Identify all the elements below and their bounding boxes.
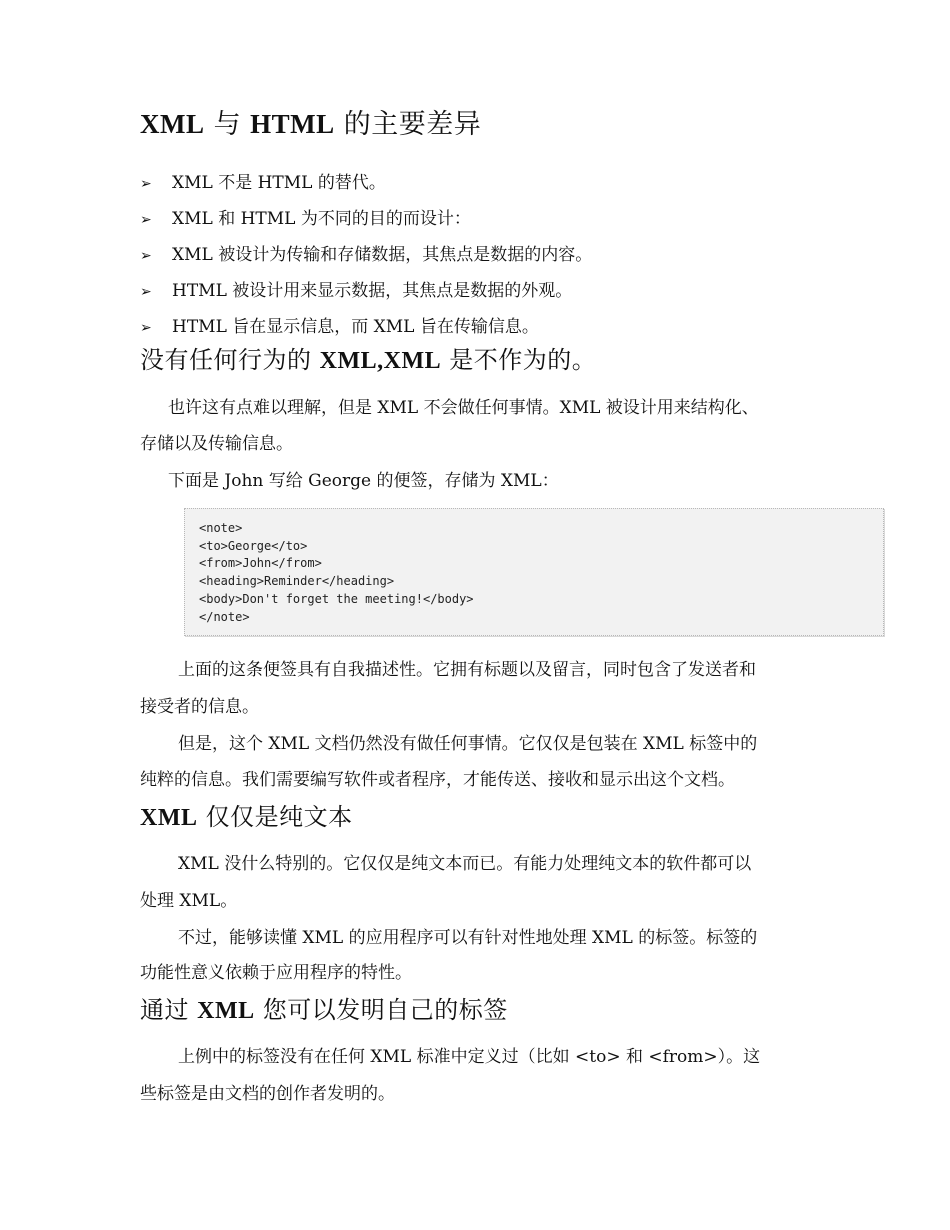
paragraph-line: 功能性意义依赖于应用程序的特性。 (140, 963, 412, 983)
heading-text: 的主要差异 (334, 109, 482, 140)
code-line: </note> (199, 610, 250, 624)
list-item-text: HTML 旨在显示信息，而 XML 旨在传输信息。 (172, 317, 539, 337)
heading-text: 没有任何行为的 (140, 346, 320, 374)
arrow-bullet-icon: ➢ (140, 212, 152, 228)
heading-term: XML (197, 998, 255, 1024)
heading-text: 您可以发明自己的标签 (254, 996, 508, 1024)
heading-text: 是不作为的。 (441, 346, 597, 374)
paragraph-line: XML 没什么特别的。它仅仅是纯文本而已。有能力处理纯文本的软件都可以 (178, 854, 752, 874)
code-line: <from>John</from> (199, 556, 322, 570)
heading-text: 仅仅是纯文本 (197, 803, 353, 831)
paragraph-line: 些标签是由文档的创作者发明的。 (140, 1084, 395, 1104)
paragraph-line: 接受者的信息。 (140, 697, 259, 717)
paragraph-line: 但是，这个 XML 文档仍然没有做任何事情。它仅仅是包装在 XML 标签中的 (178, 734, 758, 754)
paragraph-line: 上面的这条便签具有自我描述性。它拥有标题以及留言，同时包含了发送者和 (178, 660, 756, 680)
code-line: <to>George</to> (199, 539, 308, 553)
paragraph-line: 存储以及传输信息。 (140, 434, 293, 454)
code-line: <heading>Reminder</heading> (199, 574, 395, 588)
paragraph-line: 处理 XML。 (140, 891, 238, 911)
code-line: <body>Don't forget the meeting!</body> (199, 592, 474, 606)
section-heading-no-behavior (140, 340, 596, 375)
paragraph-line: 纯粹的信息。我们需要编写软件或者程序，才能传送、接收和显示出这个文档。 (140, 770, 735, 790)
heading-term: XML (140, 109, 205, 139)
section-heading-plain-text (140, 797, 353, 832)
list-item (140, 204, 471, 229)
paragraph-line: 下面是 John 写给 George 的便签，存储为 XML： (168, 471, 559, 491)
arrow-bullet-icon: ➢ (140, 320, 152, 336)
paragraph-line: 也许这有点难以理解，但是 XML 不会做任何事情。XML 被设计用来结构化、 (168, 398, 759, 418)
heading-term: HTML (250, 109, 335, 139)
heading-term: XML,XML (319, 348, 442, 374)
list-item-text: HTML 被设计用来显示数据，其焦点是数据的外观。 (172, 281, 573, 301)
arrow-bullet-icon: ➢ (140, 248, 152, 264)
code-block (184, 508, 884, 636)
list-item (140, 240, 592, 265)
heading-text: 通过 (140, 996, 198, 1024)
heading-term: XML (140, 805, 198, 831)
arrow-bullet-icon: ➢ (140, 284, 152, 300)
list-item (140, 168, 386, 193)
list-item-text: XML 不是 HTML 的替代。 (172, 173, 386, 193)
arrow-bullet-icon: ➢ (140, 176, 152, 192)
list-item-text: XML 和 HTML 为不同的目的而设计： (172, 209, 471, 229)
paragraph-line: 不过，能够读懂 XML 的应用程序可以有针对性地处理 XML 的标签。标签的 (178, 928, 758, 948)
section-heading-invent-tags (140, 990, 508, 1025)
list-item (140, 276, 572, 301)
code-line: <note> (199, 521, 243, 535)
list-item (140, 312, 539, 337)
paragraph-line: 上例中的标签没有在任何 XML 标准中定义过（比如 <to> 和 <from>）。这 (178, 1047, 761, 1067)
heading-text: 与 (204, 109, 251, 140)
list-item-text: XML 被设计为传输和存储数据，其焦点是数据的内容。 (172, 245, 593, 265)
section-heading-differences (140, 102, 481, 141)
